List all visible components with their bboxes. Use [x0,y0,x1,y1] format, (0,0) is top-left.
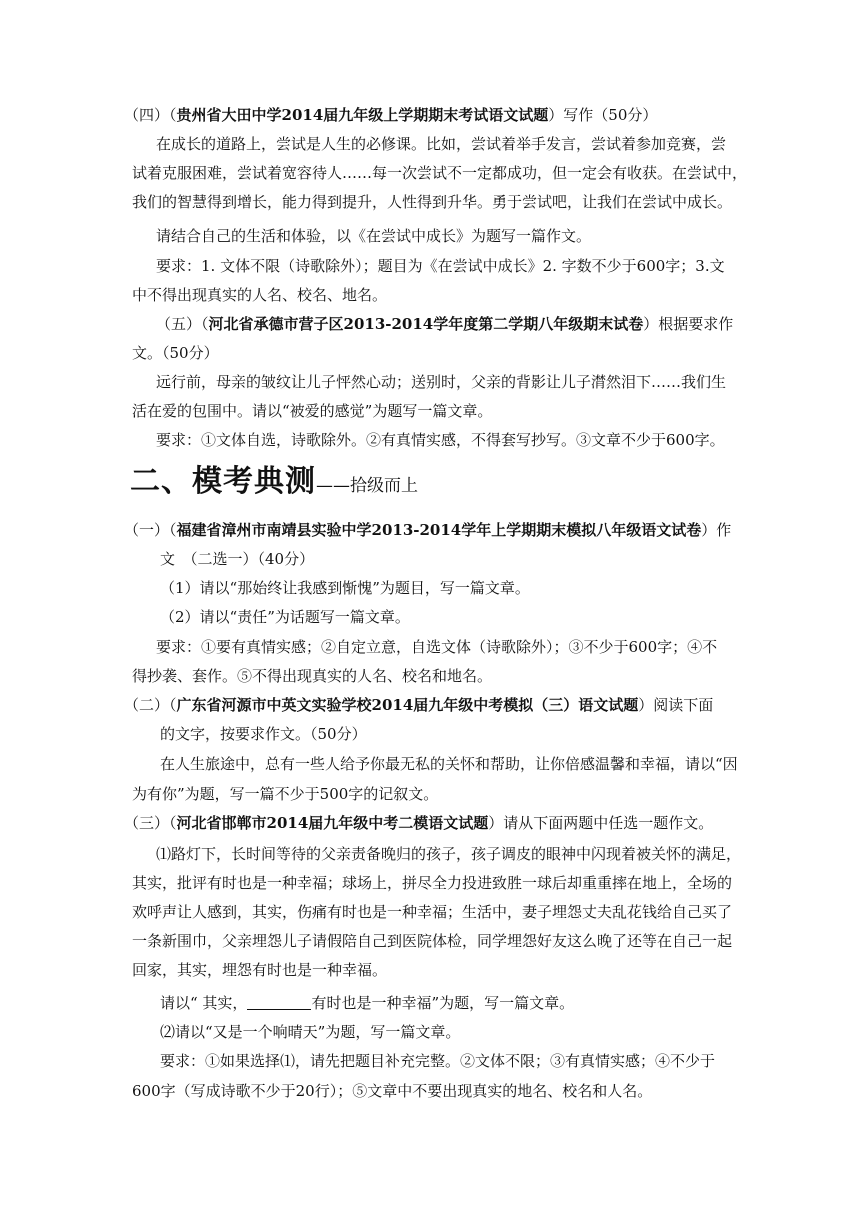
q3-para-3: 欢呼声让人感到，其实，伤痛有时也是一种幸福；生活中，妻子埋怨丈夫乱花钱给自己买了 [132,903,733,921]
q3-title-1-start: 请以“ 其实， [160,994,248,1012]
q2-source: 广东省河源市中英文实验学校2014届九年级中考模拟（三）语文试题 [176,696,639,714]
sec4-source: 贵州省大田中学2014届九年级上学期期末考试语文试题 [176,106,549,124]
q2-para-1: 在人生旅途中，总有一些人给予你最无私的关怀和帮助，让你倍感温馨和幸福，请以“因 [160,755,738,773]
sec5-req-1: 要求：①文体自选，诗歌除外。②有真情实感，不得套写抄写。③文章不少于600字。 [156,431,725,449]
section-heading-sub: ——拾级而上 [316,476,418,496]
sec4-para-1: 在成长的道路上，尝试是人生的必修课。比如，尝试着举手发言，尝试着参加竞赛，尝 [156,135,727,153]
q1-heading [124,519,731,541]
q3-para-1: ⑴路灯下，长时间等待的父亲责备晚归的孩子，孩子调皮的眼神中闪现着被关怀的满足， [156,845,742,863]
q3-req-1: 要求：①如果选择⑴，请先把题目补充完整。②文体不限；③有真情实感；④不少于 [160,1052,716,1070]
q3-title-2: ⑵请以“又是一个响晴天”为题，写一篇文章。 [160,1023,461,1041]
sec5-heading-cont: 文。（50分） [132,344,219,362]
q2-heading-cont: 的文字，按要求作文。（50分） [160,725,367,743]
sec4-task: ）写作（50分） [548,106,658,124]
sec5-source: 河北省承德市营子区2013-2014学年度第二学期八年级期末试卷 [208,315,644,333]
q2-task: ）阅读下面 [638,696,714,714]
sec4-label: （四）（ [124,106,177,124]
q3-task: ）请从下面两题中任选一题作文。 [488,814,714,832]
sec4-para-4: 请结合自己的生活和体验，以《在尝试中成长》为题写一篇作文。 [156,227,592,245]
q3-title-1-end: 有时也是一种幸福”为题，写一篇文章。 [311,994,575,1012]
q1-source: 福建省漳州市南靖县实验中学2013-2014学年上学期期末模拟八年级语文试卷 [176,521,702,539]
q1-heading-cont: 文 （二选一）（40分） [160,550,315,568]
sec4-req-1: 要求：1. 文体不限（诗歌除外）；题目为《在尝试中成长》2. 字数不少于600字；3.文 [156,257,725,275]
q1-req-2: 得抄袭、套作。⑤不得出现真实的人名、校名和地名。 [132,667,493,685]
q3-para-4: 一条新围巾，父亲埋怨儿子请假陪自己到医院体检，同学埋怨好友这么晚了还等在自己一起 [132,932,733,950]
sec4-req-2: 中不得出现真实的人名、校名、地名。 [132,286,388,304]
sec5-task: ）根据要求作 [643,315,734,333]
sec5-para-2: 活在爱的包围中。请以“被爱的感觉”为题写一篇文章。 [132,402,493,420]
q3-title-1 [160,992,574,1014]
q1-label: （一）（ [124,521,177,539]
q2-label: （二）（ [124,696,177,714]
q1-task: ）作 [701,521,732,539]
q1-req-1: 要求：①要有真情实感；②自定立意，自选文体（诗歌除外）；③不少于600字；④不 [156,638,718,656]
q1-option-1: （1）请以“那始终让我感到惭愧”为题目，写一篇文章。 [160,579,530,597]
q2-heading [124,694,713,716]
sec5-label: （五）（ [156,315,209,333]
q3-source: 河北省邯郸市2014届九年级中考二模语文试题 [176,814,489,832]
sec4-para-2: 试着克服困难，尝试着宽容待人……每一次尝试不一定都成功，但一定会有收获。在尝试中， [132,164,748,182]
q3-para-2: 其实，批评有时也是一种幸福；球场上，拼尽全力投进致胜一球后却重重摔在地上，全场的 [132,874,733,892]
sec5-para-1: 远行前，母亲的皱纹让儿子怦然心动；送别时，父亲的背影让儿子潸然泪下……我们生 [156,373,727,391]
q3-label: （三）（ [124,814,177,832]
sec4-para-3: 我们的智慧得到增长，能力得到提升，人性得到升华。勇于尝试吧，让我们在尝试中成长。 [132,193,733,211]
fill-in-blank [247,995,311,1010]
q3-heading [124,812,713,834]
q1-option-2: （2）请以“责任”为话题写一篇文章。 [160,608,410,626]
sec4-heading [124,104,657,126]
section-heading-main: 二、模考典测 [130,464,316,499]
q2-para-2: 为有你”为题，写一篇不少于500字的记叙文。 [132,785,439,803]
q3-req-2: 600字（写成诗歌不少于20行）；⑤文章中不要出现真实的地名、校名和人名。 [132,1082,653,1100]
section-heading [130,462,418,506]
q3-para-5: 回家，其实，埋怨有时也是一种幸福。 [132,961,388,979]
sec5-heading [156,313,733,335]
